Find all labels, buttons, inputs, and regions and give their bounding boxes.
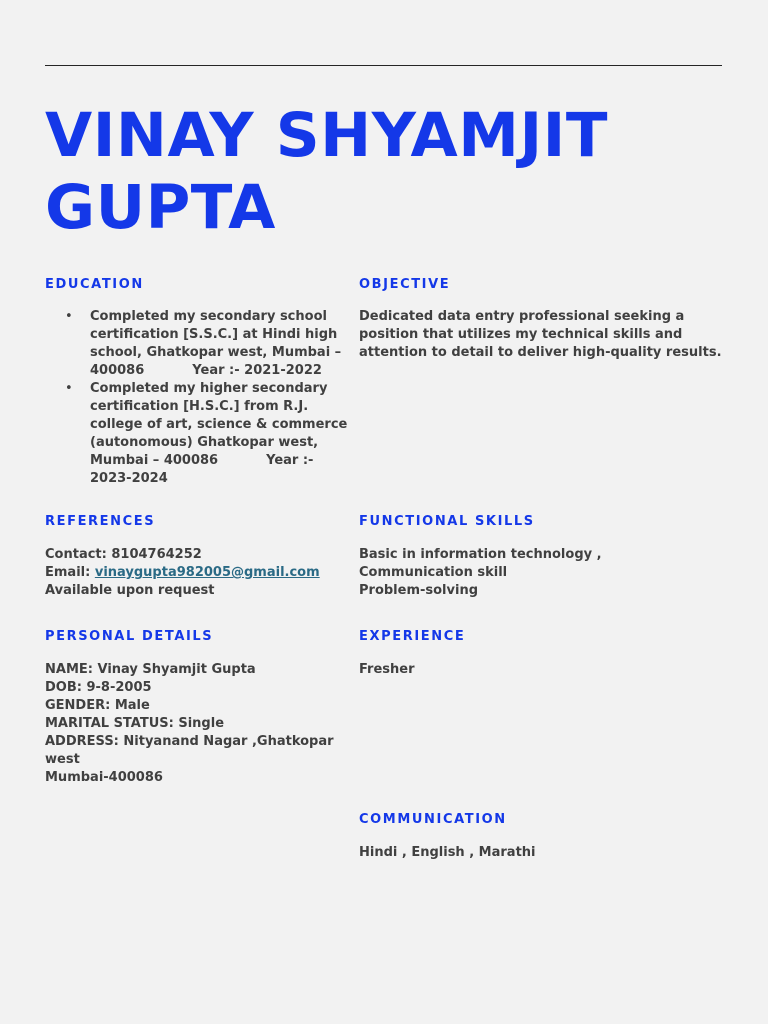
communication-heading: COMMUNICATION [359,812,507,827]
education-line: school, Ghatkopar west, Mumbai – [90,345,342,360]
personal-detail-line: NAME: Vinay Shyamjit Gupta [45,662,256,677]
name-line-2: GUPTA [45,172,276,243]
education-line: Mumbai – 400086 [90,453,219,468]
objective-line: Dedicated data entry professional seeking a [359,309,685,324]
resume-name [45,100,725,244]
bullet-icon: • [65,381,73,396]
personal-detail-line: west [45,752,80,767]
education-line: certification [H.S.C.] from R.J. [90,399,309,414]
personal-details-heading: PERSONAL DETAILS [45,629,214,644]
education-line: Completed my secondary school [90,309,327,324]
education-list [45,308,348,488]
education-line-with-year [90,362,345,380]
name-line-1: VINAY SHYAMJIT [45,100,608,171]
education-line: certification [S.S.C.] at Hindi high [90,327,338,342]
personal-detail-line: MARITAL STATUS: Single [45,716,225,731]
email-link[interactable]: vinaygupta982005@gmail.com [94,565,320,580]
education-item-ssc [45,308,345,380]
education-year: Year :- [266,453,314,468]
skill-item: Communication skill [359,565,508,580]
personal-detail-line: ADDRESS: Nityanand Nagar ,Ghatkopar [45,734,334,749]
experience-heading: EXPERIENCE [359,629,466,644]
contact-number: Contact: 8104764252 [45,547,202,562]
objective-text [359,308,722,362]
references-heading: REFERENCES [45,514,156,529]
personal-detail-line: GENDER: Male [45,698,150,713]
personal-detail-line: Mumbai-400086 [45,770,163,785]
email-label: Email: [45,565,95,580]
references-availability: Available upon request [45,583,215,598]
objective-heading: OBJECTIVE [359,277,451,292]
education-line-with-year [90,452,345,470]
education-line: Completed my higher secondary [90,381,328,396]
experience-text: Fresher [359,662,415,677]
skill-item: Problem-solving [359,583,479,598]
personal-details-text [45,661,334,787]
functional-skills-heading: FUNCTIONAL SKILLS [359,514,535,529]
education-item-hsc [45,380,348,488]
skill-item: Basic in information technology , [359,547,602,562]
education-year: Year :- 2021-2022 [192,363,322,378]
communication-text: Hindi , English , Marathi [359,845,536,860]
education-line: college of art, science & commerce [90,417,348,432]
personal-detail-line: DOB: 9-8-2005 [45,680,152,695]
top-divider [45,65,722,66]
objective-line: position that utilizes my technical skills and [359,327,683,342]
education-heading: EDUCATION [45,277,144,292]
email-line [45,564,320,582]
references-text [45,546,320,600]
objective-line: attention to detail to deliver high-quality results. [359,345,722,360]
education-line: (autonomous) Ghatkopar west, [90,435,319,450]
functional-skills-list [359,546,602,600]
bullet-icon: • [65,309,73,324]
education-year-continued: 2023-2024 [90,471,168,486]
education-line: 400086 [90,363,145,378]
